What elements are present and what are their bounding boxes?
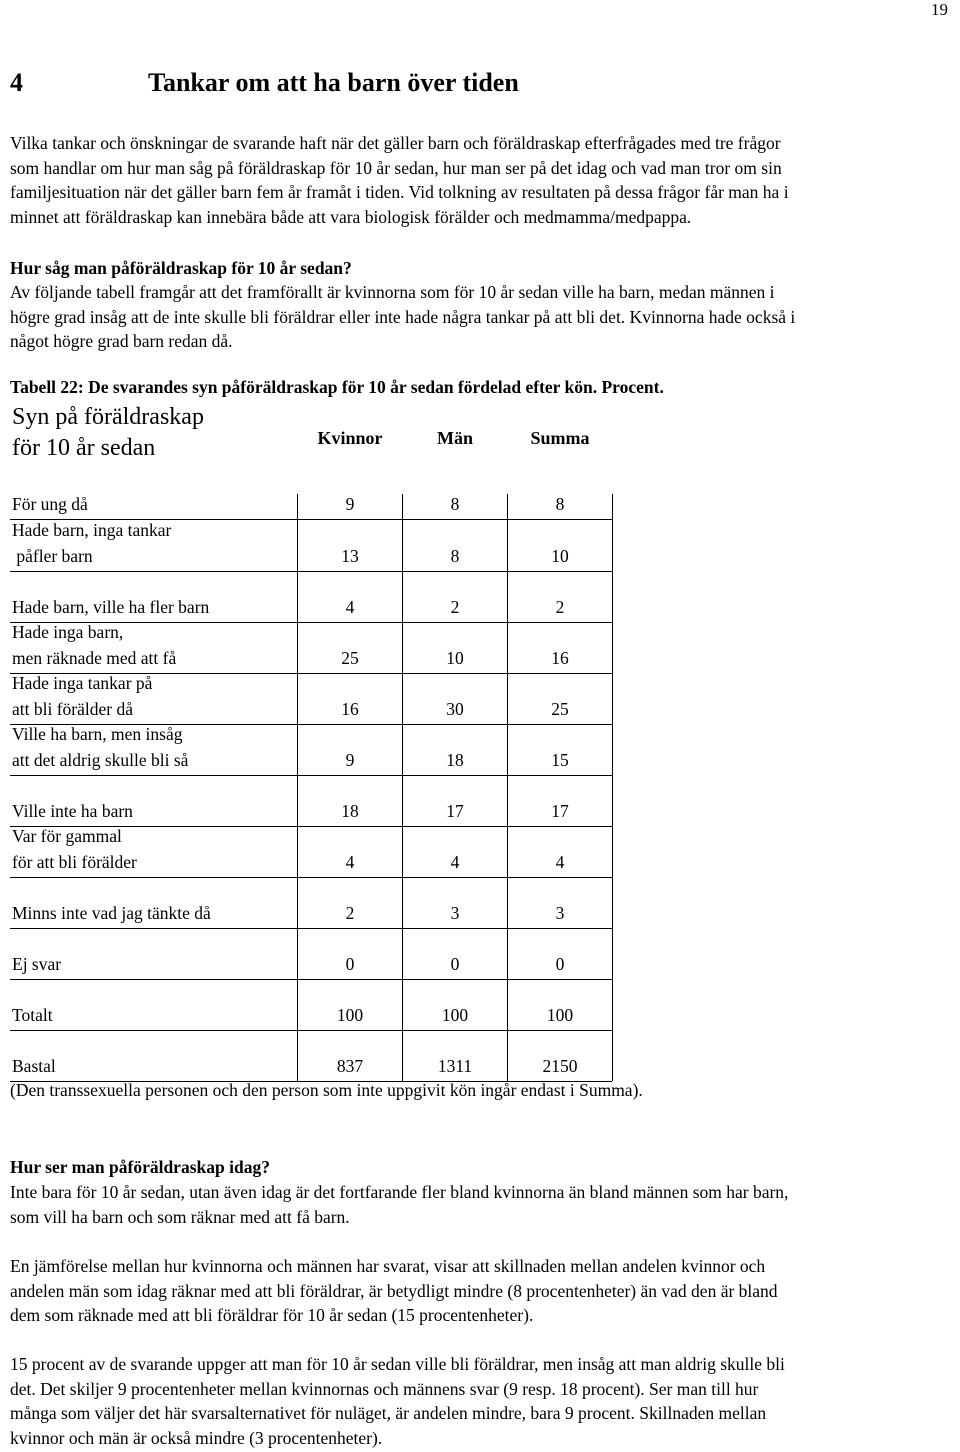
table-cell: 18 xyxy=(341,800,359,821)
row-label-line: Hade inga barn, xyxy=(12,622,124,642)
row-divider xyxy=(10,979,612,980)
table-cell: 0 xyxy=(450,953,460,974)
table-cell: 4 xyxy=(450,851,460,872)
section2-paragraph-3 xyxy=(10,1352,785,1450)
text-line: något högre grad barn redan då. xyxy=(10,331,233,352)
row-divider xyxy=(10,571,612,572)
table-cell: 2 xyxy=(555,596,565,617)
column-header-man: Män xyxy=(437,428,473,448)
text-line: det. Det skiljer 9 procentenheter mellan kvinnornas och männens svar (9 resp. 18 procent). Ser man till hur xyxy=(10,1378,759,1399)
column-header-kvinnor: Kvinnor xyxy=(317,428,383,448)
table-cell: 3 xyxy=(555,902,565,923)
row-label-line: Var för gammal xyxy=(12,826,122,846)
table-cell: 17 xyxy=(551,800,569,821)
header-line: för 10 år sedan xyxy=(12,435,156,461)
row-label xyxy=(12,595,209,621)
text-line: Inte bara för 10 år sedan, utan även idag är det fortfarande fler bland kvinnorna än bland männen som har barn, xyxy=(10,1182,789,1202)
row-label-line: Ej svar xyxy=(12,953,62,974)
text-line: andelen män som idag räknar med att bli föräldrar, är betydligt mindre (8 procentenheter) än vad den är bland xyxy=(10,1280,778,1301)
table-cell: 2 xyxy=(345,902,355,923)
row-divider xyxy=(10,775,612,776)
table-cell: 100 xyxy=(336,1004,364,1025)
page-number: 19 xyxy=(931,0,948,19)
table-cell: 16 xyxy=(341,698,359,719)
table-cell: 4 xyxy=(345,851,355,872)
table-cell: 3 xyxy=(450,902,460,923)
table-cell: 8 xyxy=(555,493,565,514)
row-label xyxy=(12,518,171,569)
row-label xyxy=(12,722,188,773)
text-line: dem som räknade med att bli föräldrar för 10 år sedan (15 procentenheter). xyxy=(10,1305,534,1326)
row-label xyxy=(12,824,137,875)
column-header-summa: Summa xyxy=(530,428,590,448)
table-cell: 10 xyxy=(551,545,569,566)
column-divider xyxy=(507,494,508,1081)
chapter-number: 4 xyxy=(10,68,23,97)
row-label-line: Bastal xyxy=(12,1055,56,1076)
row-divider xyxy=(10,928,612,929)
row-label-line: För ung då xyxy=(12,493,88,514)
column-divider xyxy=(297,494,298,1081)
intro-paragraph xyxy=(10,131,789,229)
text-line: 15 procent av de svarande uppger att man för 10 år sedan ville bli föräldrar, men insåg att man aldrig skulle bli xyxy=(10,1354,785,1374)
text-line: En jämförelse mellan hur kvinnorna och männen har svarat, visar att skillnaden mellan andelen kvinnor och xyxy=(10,1256,766,1276)
table-header-first xyxy=(12,402,204,464)
row-label xyxy=(12,1003,53,1029)
table-cell: 2 xyxy=(450,596,460,617)
text-line: som handlar om hur man såg på föräldraskap för 10 år sedan, hur man ser på det idag och vad man tror om sin xyxy=(10,157,782,178)
text-line: minnet att föräldraskap kan innebära både att vara biologisk förälder och medmamma/medpappa. xyxy=(10,206,692,227)
row-label-line: Ville ha barn, men insåg xyxy=(12,724,183,744)
row-label-line: men räknade med att få xyxy=(12,647,177,668)
table-cell: 0 xyxy=(345,953,355,974)
text-line: Av följande tabell framgår att det framförallt är kvinnorna som för 10 år sedan ville ha barn, medan männen i xyxy=(10,282,775,302)
row-label-line: Hade inga tankar på xyxy=(12,673,153,693)
table-cell: 10 xyxy=(446,647,464,668)
row-label xyxy=(12,799,133,825)
table-cell: 837 xyxy=(336,1055,364,1076)
row-label-line: Minns inte vad jag tänkte då xyxy=(12,902,211,923)
row-label-line: för att bli förälder xyxy=(12,851,137,872)
row-label-line: Totalt xyxy=(12,1004,53,1025)
row-label-line: Hade barn, ville ha fler barn xyxy=(12,596,210,617)
text-line: högre grad insåg att de inte skulle bli föräldrar eller inte hade några tankar på att bli det. Kvinnorna hade också i xyxy=(10,306,796,327)
table-cell: 18 xyxy=(446,749,464,770)
table-cell: 8 xyxy=(450,545,460,566)
table-cell: 9 xyxy=(345,493,355,514)
table-cell: 100 xyxy=(546,1004,574,1025)
row-label-line: att bli förälder då xyxy=(12,698,133,719)
text-line: många som väljer det här svarsalternativet för nuläget, är andelen mindre, bara 9 procent. Skillnaden mellan xyxy=(10,1403,767,1424)
section-heading: Hur ser man påföräldraskap idag? xyxy=(10,1157,270,1177)
header-line: Syn på föräldraskap xyxy=(12,404,204,430)
row-label xyxy=(12,671,152,722)
table-cell: 30 xyxy=(446,698,464,719)
row-label xyxy=(12,1054,56,1080)
column-divider xyxy=(402,494,403,1081)
column-divider xyxy=(612,494,613,1081)
row-label xyxy=(12,952,61,978)
table-cell: 16 xyxy=(551,647,569,668)
table-cell: 4 xyxy=(555,851,565,872)
row-label xyxy=(12,620,176,671)
section-heading: Hur såg man påföräldraskap för 10 år sedan? xyxy=(10,258,352,278)
row-label xyxy=(12,492,88,518)
table-cell: 2150 xyxy=(542,1055,578,1076)
section2-paragraph-1 xyxy=(10,1180,788,1229)
table-cell: 17 xyxy=(446,800,464,821)
section1-paragraph xyxy=(10,280,795,354)
table-cell: 9 xyxy=(345,749,355,770)
row-label-line: att det aldrig skulle bli så xyxy=(12,749,189,770)
table-cell: 13 xyxy=(341,545,359,566)
table-caption: Tabell 22: De svarandes syn påföräldraskap för 10 år sedan fördelad efter kön. Procent. xyxy=(10,377,664,397)
table-cell: 4 xyxy=(345,596,355,617)
table-cell: 100 xyxy=(441,1004,469,1025)
text-line: familjesituation när det gäller barn fem år framåt i tiden. Vid tolkning av resultaten på dessa frågor får man ha i xyxy=(10,182,789,203)
table-cell: 1311 xyxy=(437,1055,473,1076)
table-cell: 25 xyxy=(341,647,359,668)
row-label-line: påfler barn xyxy=(12,545,93,566)
table-cell: 25 xyxy=(551,698,569,719)
row-label-line: Ville inte ha barn xyxy=(12,800,133,821)
section2-paragraph-2 xyxy=(10,1254,778,1328)
table-note: (Den transsexuella personen och den person som inte uppgivit kön ingår endast i Summa). xyxy=(10,1080,643,1100)
row-divider xyxy=(10,877,612,878)
table-cell: 0 xyxy=(555,953,565,974)
table-cell: 8 xyxy=(450,493,460,514)
text-line: Vilka tankar och önskningar de svarande haft när det gäller barn och föräldraskap efterfrågades med tre frågor xyxy=(10,133,781,153)
text-line: kvinnor och män är också mindre (3 procentenheter). xyxy=(10,1427,383,1448)
chapter-title: Tankar om att ha barn över tiden xyxy=(148,68,519,97)
row-divider xyxy=(10,1030,612,1031)
table-cell: 15 xyxy=(551,749,569,770)
text-line: som vill ha barn och som räknar med att få barn. xyxy=(10,1206,350,1227)
row-label xyxy=(12,901,211,927)
row-label-line: Hade barn, inga tankar xyxy=(12,520,172,540)
